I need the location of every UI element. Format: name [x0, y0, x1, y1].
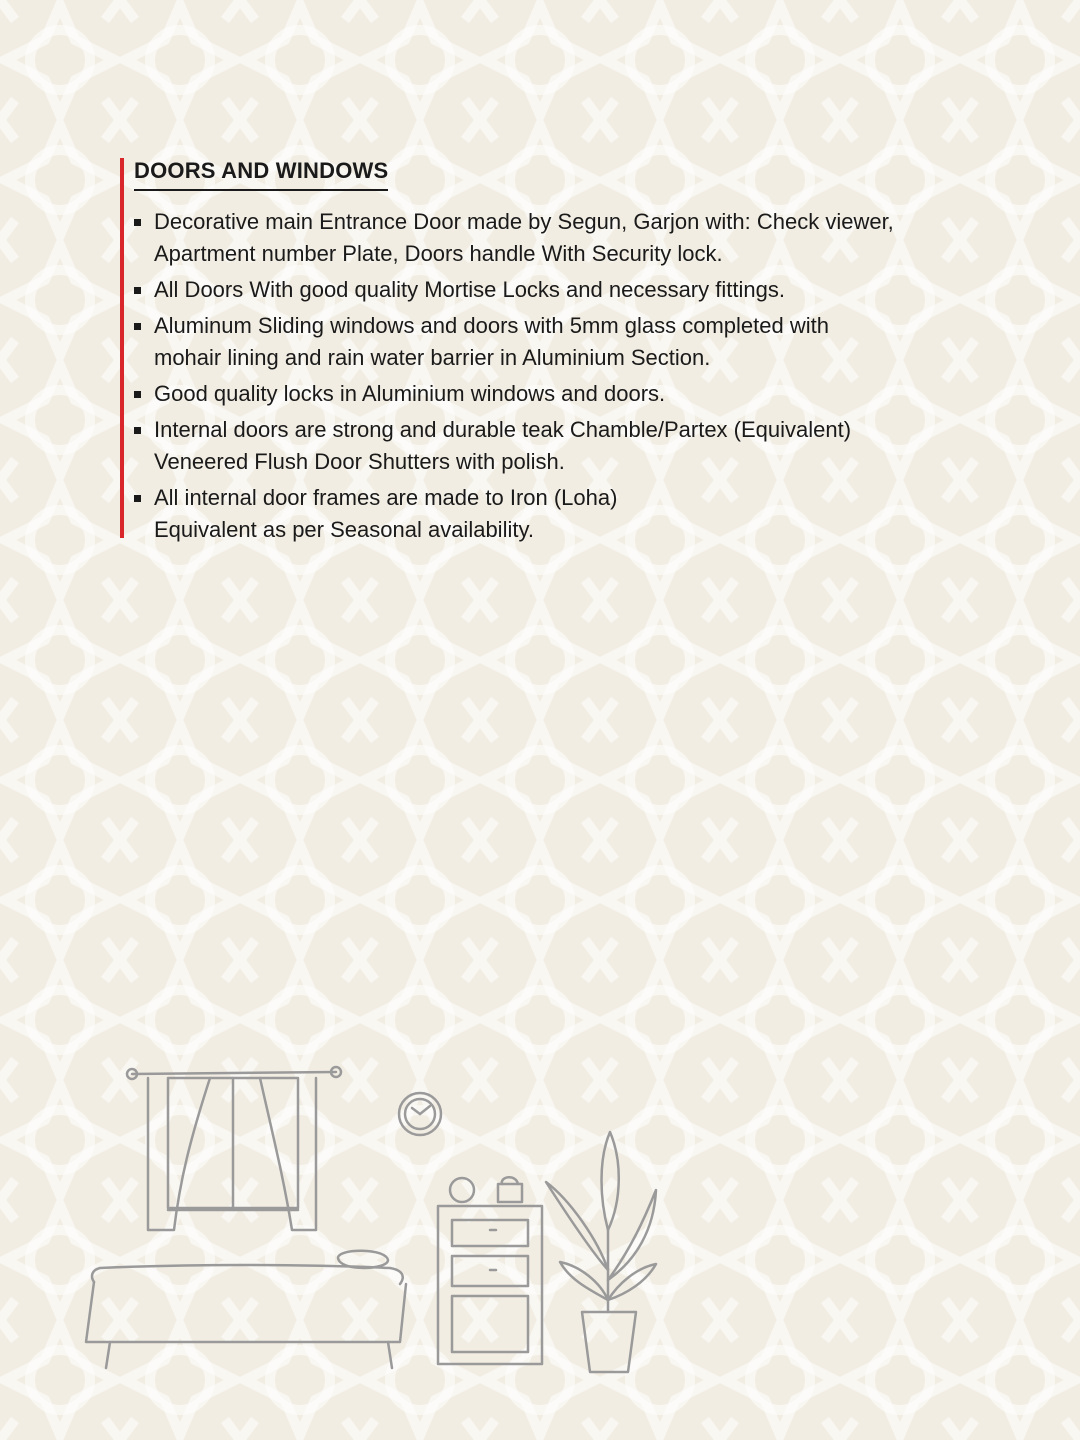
feature-list: [134, 206, 994, 550]
bullet-icon: [134, 391, 141, 398]
bullet-icon: [134, 495, 141, 502]
accent-bar: [120, 158, 124, 538]
item-line: Decorative main Entrance Door made by Segun, Garjon with: Check viewer,: [154, 209, 894, 234]
list-item: [134, 310, 994, 374]
bullet-icon: [134, 323, 141, 330]
item-line: Internal doors are strong and durable teak Chamble/Partex (Equivalent): [154, 417, 852, 442]
item-line: Good quality locks in Aluminium windows and doors.: [154, 381, 666, 406]
item-line: Equivalent as per Seasonal availability.: [154, 517, 534, 542]
bullet-icon: [134, 287, 141, 294]
curtain-window-icon: [127, 1067, 341, 1230]
item-line: Veneered Flush Door Shutters with polish.: [154, 449, 565, 474]
wall-clock-icon: [399, 1093, 441, 1135]
bullet-icon: [134, 427, 141, 434]
list-item: [134, 274, 994, 306]
sofa-icon: [86, 1251, 406, 1368]
item-line: Apartment number Plate, Doors handle With Security lock.: [154, 241, 723, 266]
room-illustration: [70, 1050, 690, 1390]
potted-plant-icon: [546, 1132, 656, 1372]
item-line: mohair lining and rain water barrier in Aluminium Section.: [154, 345, 711, 370]
item-line: Aluminum Sliding windows and doors with 5mm glass completed with: [154, 313, 829, 338]
item-line: All Doors With good quality Mortise Locks and necessary fittings.: [154, 277, 785, 302]
list-item: [134, 482, 994, 546]
item-line: All internal door frames are made to Iron (Loha): [154, 485, 618, 510]
list-item: [134, 414, 994, 478]
bullet-icon: [134, 219, 141, 226]
list-item: [134, 378, 994, 410]
list-item: [134, 206, 994, 270]
drawer-cabinet-icon: [438, 1177, 542, 1364]
section-heading: DOORS AND WINDOWS: [134, 158, 388, 191]
